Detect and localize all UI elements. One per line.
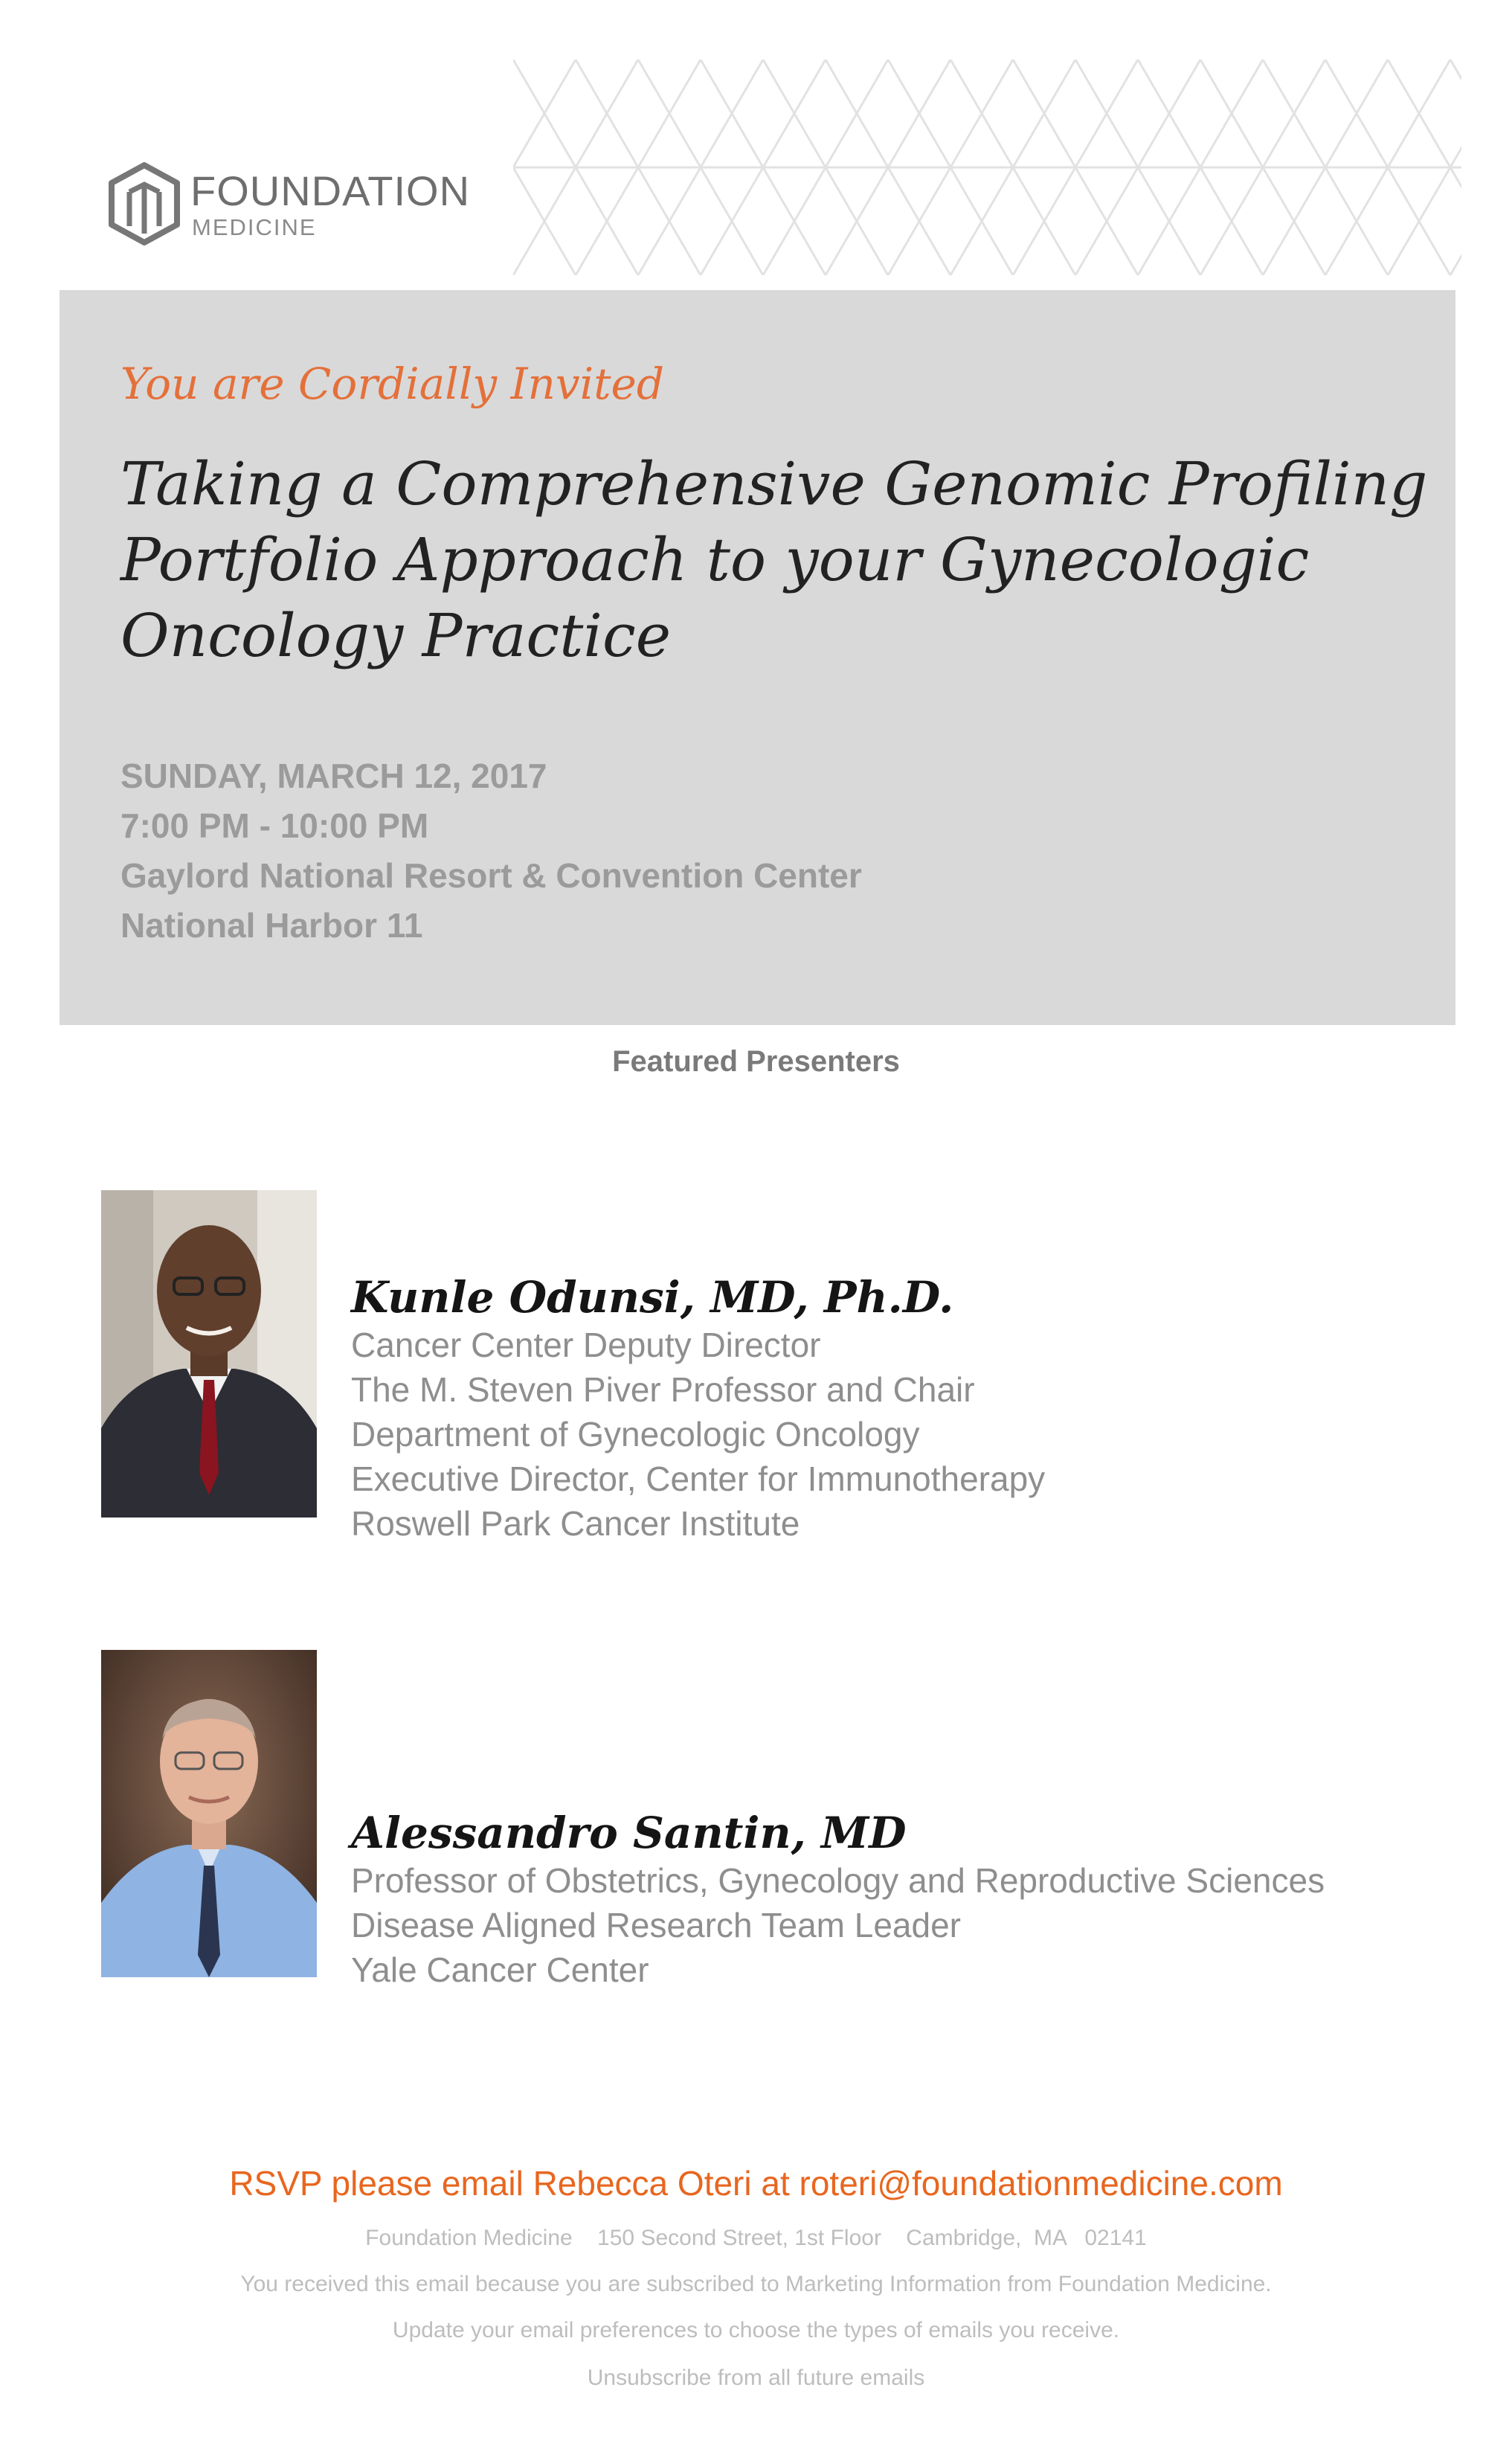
event-details — [120, 751, 862, 951]
presenter-title-line: Disease Aligned Research Team Leader — [351, 1906, 961, 1944]
presenter-title-line: Department of Gynecologic Oncology — [351, 1415, 920, 1454]
presenter-titles — [351, 1323, 1045, 1546]
presenter-title-line: The M. Steven Piver Professor and Chair — [351, 1370, 975, 1409]
logo-text-medicine: MEDICINE — [192, 214, 317, 240]
email-header — [0, 0, 1512, 290]
event-title: Taking a Comprehensive Genomic Profiling Portfolio Approach to your Gynecologic Oncology Practice — [120, 449, 1428, 670]
event-date: SUNDAY, MARCH 12, 2017 — [120, 757, 547, 795]
logo-text-foundation: FOUNDATION — [190, 167, 471, 214]
featured-presenters-heading: Featured Presenters — [612, 1045, 900, 1078]
presenter-photo — [101, 1190, 317, 1517]
foundation-medicine-logo — [107, 162, 479, 251]
subscription-notice: You received this email because you are subscribed to Marketing Information from Foundation Medicine. — [240, 2272, 1272, 2296]
triangle-grid-pattern — [513, 60, 1461, 275]
presenter-name: Alessandro Santin, MD — [351, 1808, 907, 1858]
presenter-title-line: Executive Director, Center for Immunotherapy — [351, 1459, 1046, 1498]
event-room: National Harbor 11 — [120, 906, 423, 945]
update-preferences-link[interactable]: Update your email preferences to choose the types of emails you receive. — [392, 2318, 1120, 2342]
invite-kicker: You are Cordially Invited — [120, 359, 664, 409]
event-venue: Gaylord National Resort & Convention Center — [120, 856, 862, 895]
presenter-title-line: Professor of Obstetrics, Gynecology and Reproductive Sciences — [351, 1861, 1325, 1900]
presenter-name: Kunle Odunsi, MD, Ph.D. — [351, 1272, 954, 1323]
presenter-title-line: Roswell Park Cancer Institute — [351, 1504, 800, 1543]
presenter-photo — [101, 1650, 317, 1977]
presenter-title-line: Yale Cancer Center — [351, 1950, 649, 1989]
invitation-panel — [59, 290, 1455, 1025]
unsubscribe-link[interactable]: Unsubscribe from all future emails — [587, 2366, 925, 2390]
footer-address: Foundation Medicine 150 Second Street, 1st Floor Cambridge, MA 02141 — [365, 2226, 1147, 2250]
rsvp-link[interactable]: RSVP please email Rebecca Oteri at roteri@foundationmedicine.com — [229, 2164, 1283, 2203]
presenter-title-line: Cancer Center Deputy Director — [351, 1326, 821, 1364]
event-time: 7:00 PM - 10:00 PM — [120, 806, 429, 845]
house-cube-icon — [107, 162, 181, 245]
presenter-titles — [351, 1858, 1325, 1992]
